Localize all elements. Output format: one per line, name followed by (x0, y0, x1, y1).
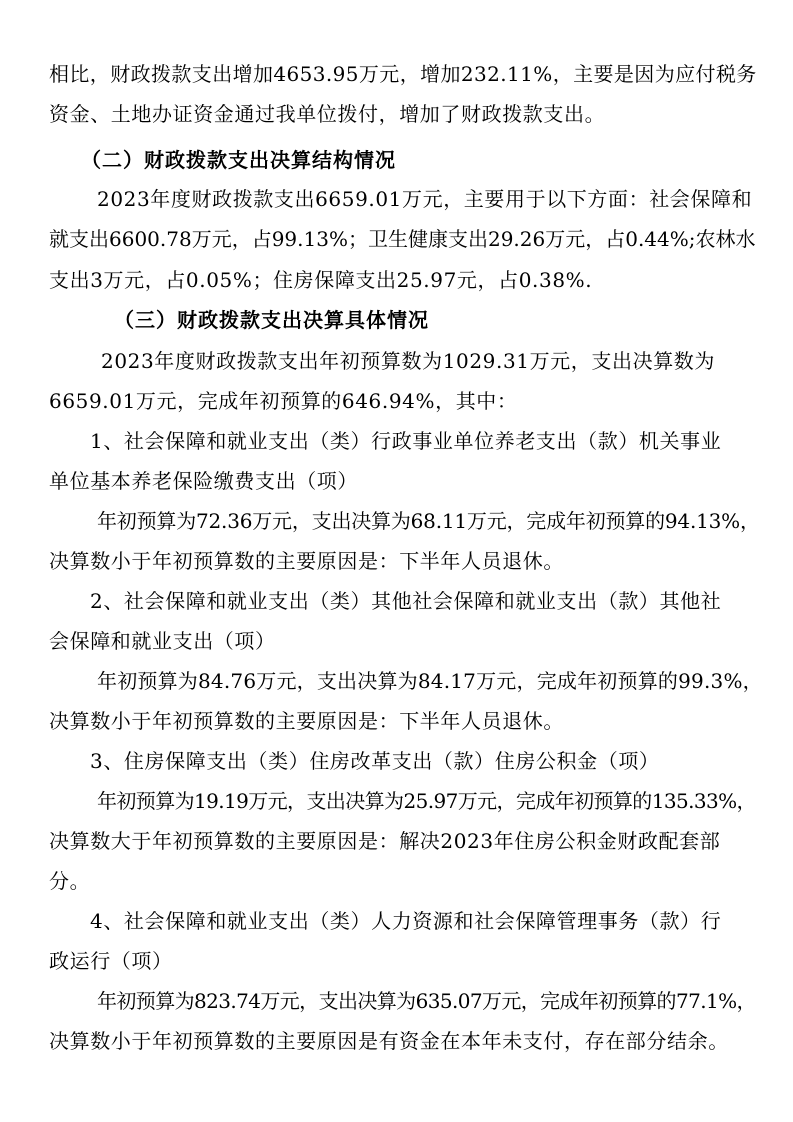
section-heading-2: （二）财政拨款支出决算结构情况 (81, 148, 396, 172)
paragraph-line: 决算数小于年初预算数的主要原因是：下半年人员退休。 (49, 549, 564, 573)
item-title: 3、住房保障支出（类）住房改革支出（款）住房公积金（项） (90, 749, 660, 773)
item-title: 会保障和就业支出（项） (49, 629, 276, 653)
section-heading-3: （三）财政拨款支出决算具体情况 (114, 308, 429, 332)
paragraph-line: 决算数小于年初预算数的主要原因是：下半年人员退休。 (49, 709, 564, 733)
paragraph-line: 年初预算为19.19万元，支出决算为25.97万元，完成年初预算的135.33%， (97, 789, 756, 813)
paragraph-line: 年初预算为823.74万元，支出决算为635.07万元，完成年初预算的77.1%， (97, 989, 756, 1013)
paragraph-line: 年初预算为84.76万元，支出决算为84.17万元，完成年初预算的99.3%， (97, 669, 763, 693)
paragraph-line: 决算数小于年初预算数的主要原因是有资金在本年未支付，存在部分结余。 (49, 1029, 729, 1053)
item-title: 2、社会保障和就业支出（类）其他社会保障和就业支出（款）其他社 (90, 589, 722, 613)
item-title: 政运行（项） (49, 949, 173, 973)
item-title: 1、社会保障和就业支出（类）行政事业单位养老支出（款）机关事业 (90, 429, 722, 453)
paragraph-line: 2023年度财政拨款支出年初预算数为1029.31万元，支出决算数为 (101, 349, 716, 373)
paragraph-line: 6659.01万元，完成年初预算的646.94%，其中： (49, 389, 518, 413)
paragraph-line: 就支出6600.78万元，占99.13%；卫生健康支出29.26万元，占0.44%;农林水 (49, 227, 756, 251)
paragraph-line: 资金、土地办证资金通过我单位拨付，增加了财政拨款支出。 (49, 102, 606, 126)
paragraph-line: 2023年度财政拨款支出6659.01万元，主要用于以下方面：社会保障和 (97, 187, 753, 211)
item-title: 单位基本养老保险缴费支出（项） (49, 469, 358, 493)
paragraph-line: 相比，财政拨款支出增加4653.95万元，增加232.11%，主要是因为应付税务 (49, 62, 757, 86)
paragraph-line: 年初预算为72.36万元，支出决算为68.11万元，完成年初预算的94.13%， (97, 509, 760, 533)
paragraph-line: 决算数大于年初预算数的主要原因是：解决2023年住房公积金财政配套部 (49, 829, 721, 853)
paragraph-line: 分。 (49, 869, 91, 893)
item-title: 4、社会保障和就业支出（类）人力资源和社会保障管理事务（款）行 (90, 909, 722, 933)
paragraph-line: 支出3万元，占0.05%；住房保障支出25.97元，占0.38%. (49, 268, 593, 292)
